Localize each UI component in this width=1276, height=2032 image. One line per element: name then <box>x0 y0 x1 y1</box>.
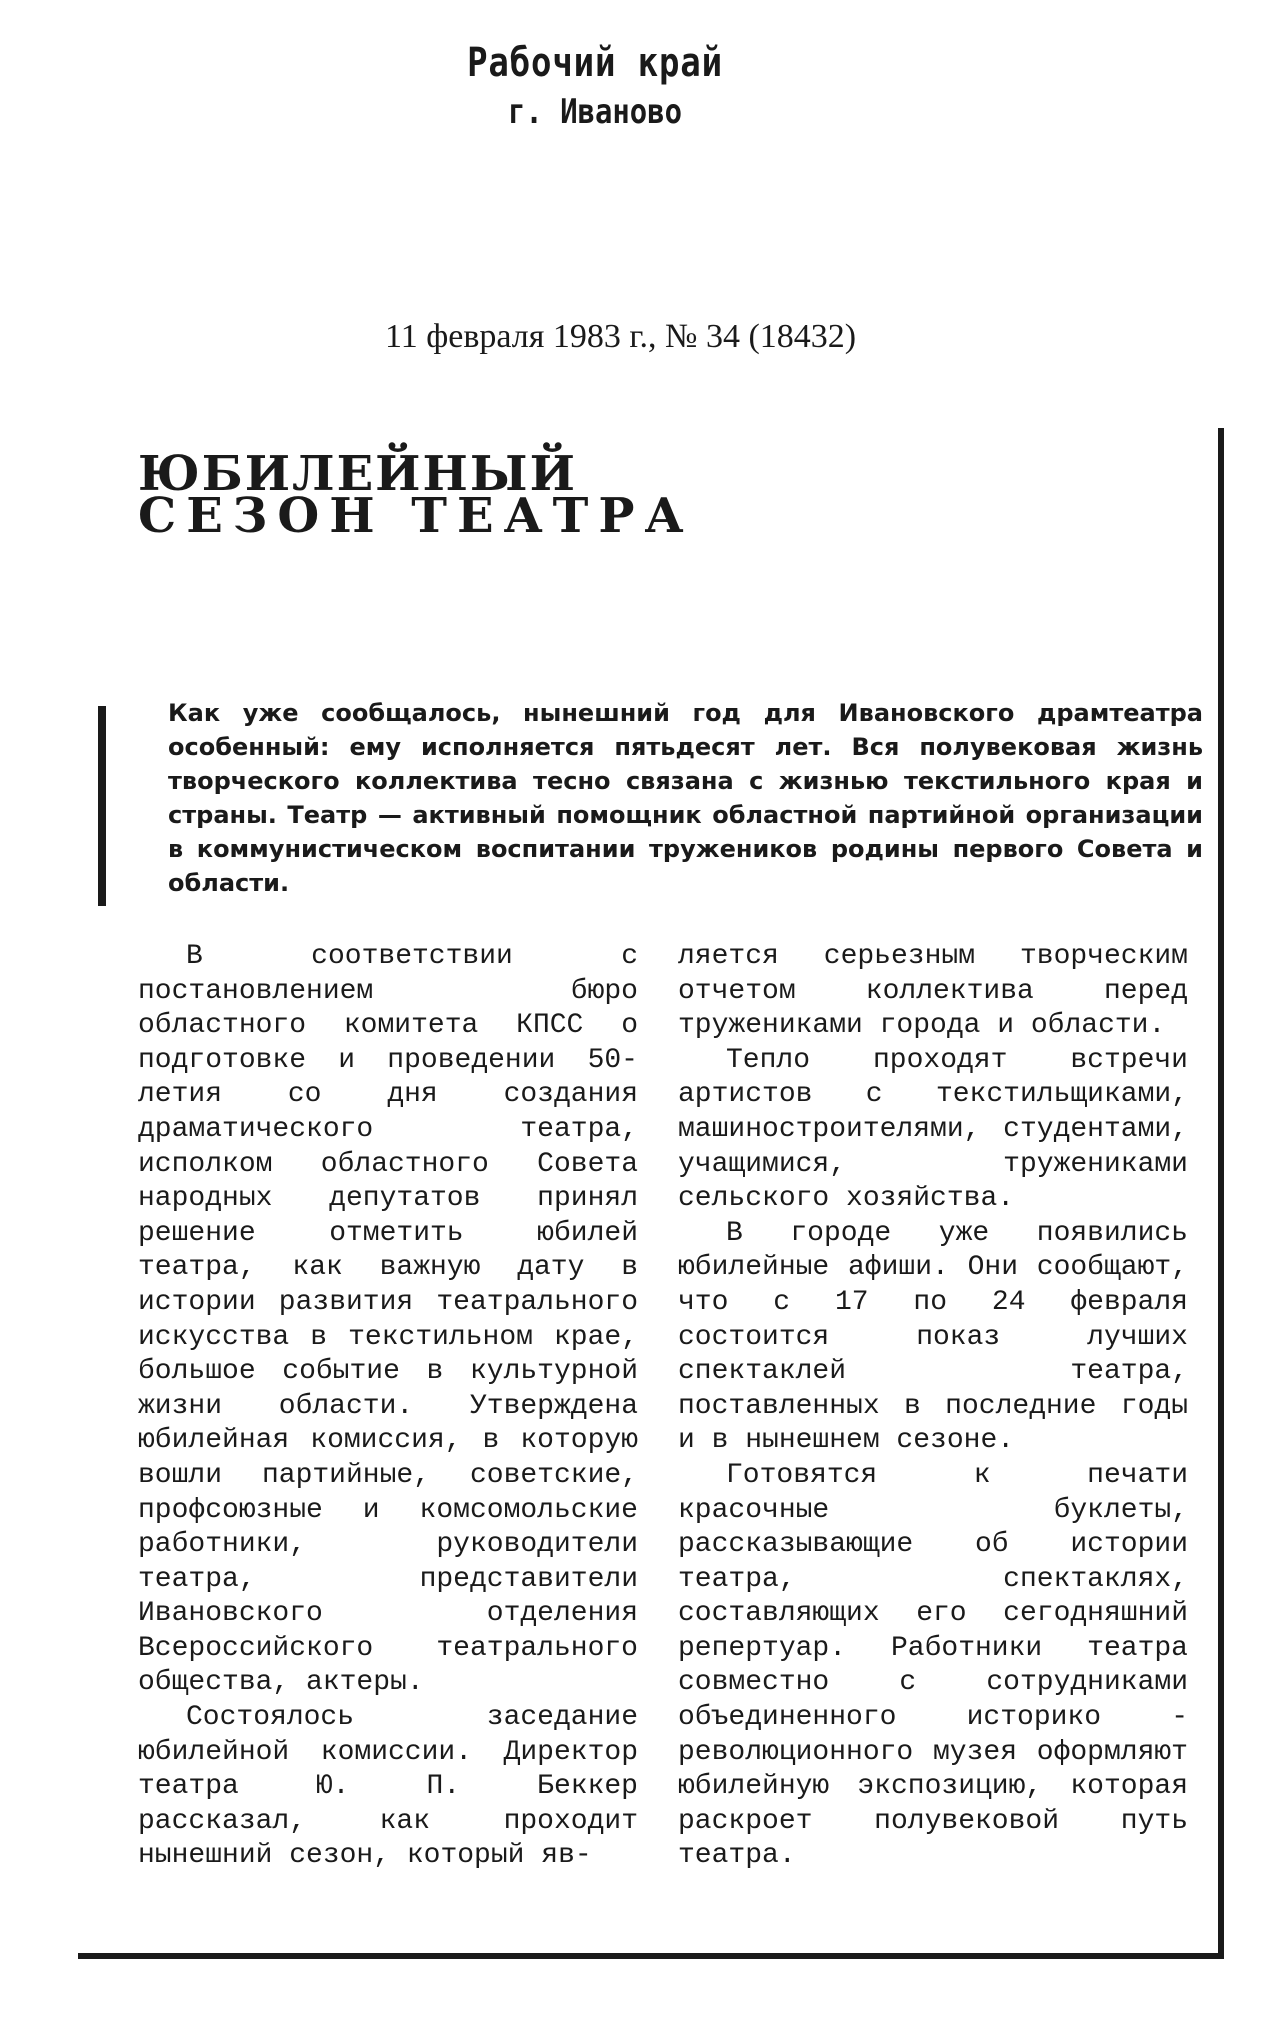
headline-line-1: ЮБИЛЕЙНЫЙ <box>138 446 577 502</box>
body-paragraph-continued: ляется серьезным творческим отчетом коллектива перед тружениками города и области. <box>678 941 1188 1042</box>
body-column-right <box>678 940 1188 1874</box>
body-paragraph: Состоялось заседание юбилейной комиссии. Директор театра Ю. П. Беккер рассказал, как проходит нынешний сезон, который яв- <box>138 1702 638 1872</box>
article-lead: Как уже сообщалось, нынешний год для Ивановского драмтеатра особенный: ему исполняется пятьдесят лет. Вся полувековая жизнь творческого коллектива тесно связана с жизнью текстильного края и страны. Театр — активный помощник областной партийной организации в коммунистическом воспитании тружеников родины первого Совета и области. <box>168 699 1203 897</box>
body-column-left <box>138 940 638 1874</box>
headline-line-2: СЕЗОН ТЕАТРА <box>138 488 694 544</box>
body-paragraph: В соответствии с постановлением бюро областного комитета КПСС о подготовке и проведении 50-летия со дня создания драматического театра, исполком областного Совета народных депутатов принял решение отметить юбилей театра, как важную дату в истории развития театрального искусства в текстильном крае, большое событие в культурной жизни области. Утверждена юбилейная комиссия, в которую вошли партийные, советские, профсоюзные и комсомольские работники, руководители театра, представители Ивановского отделения Всероссийского театрального общества, актеры. <box>138 941 638 1699</box>
newspaper-name: Рабочий край <box>467 40 723 86</box>
body-paragraph: В городе уже появились юбилейные афиши. Они сообщают, что с 17 по 24 февраля состоится показ лучших спектаклей театра, поставленных в последние годы и в нынешнем сезоне. <box>678 1217 1188 1457</box>
article-headline <box>138 446 1238 544</box>
body-paragraph: Готовятся к печати красочные буклеты, рассказывающие об истории театра, спектаклях, составляющих его сегодняшний репертуар. Работники театра совместно с сотрудниками объединенного историко - революционного музея оформляют юбилейную экспозицию, которая раскроет полувековой путь театра. <box>678 1459 1188 1872</box>
newspaper-city: г. Иваново <box>507 92 682 132</box>
newspaper-stamp <box>430 40 760 132</box>
article-clipping <box>78 428 1224 1959</box>
body-paragraph: Тепло проходят встречи артистов с текстильщиками, машиностроителями, студентами, учащимися, тружениками сельского хозяйства. <box>678 1044 1188 1215</box>
issue-dateline: 11 февраля 1983 г., № 34 (18432) <box>385 318 857 355</box>
